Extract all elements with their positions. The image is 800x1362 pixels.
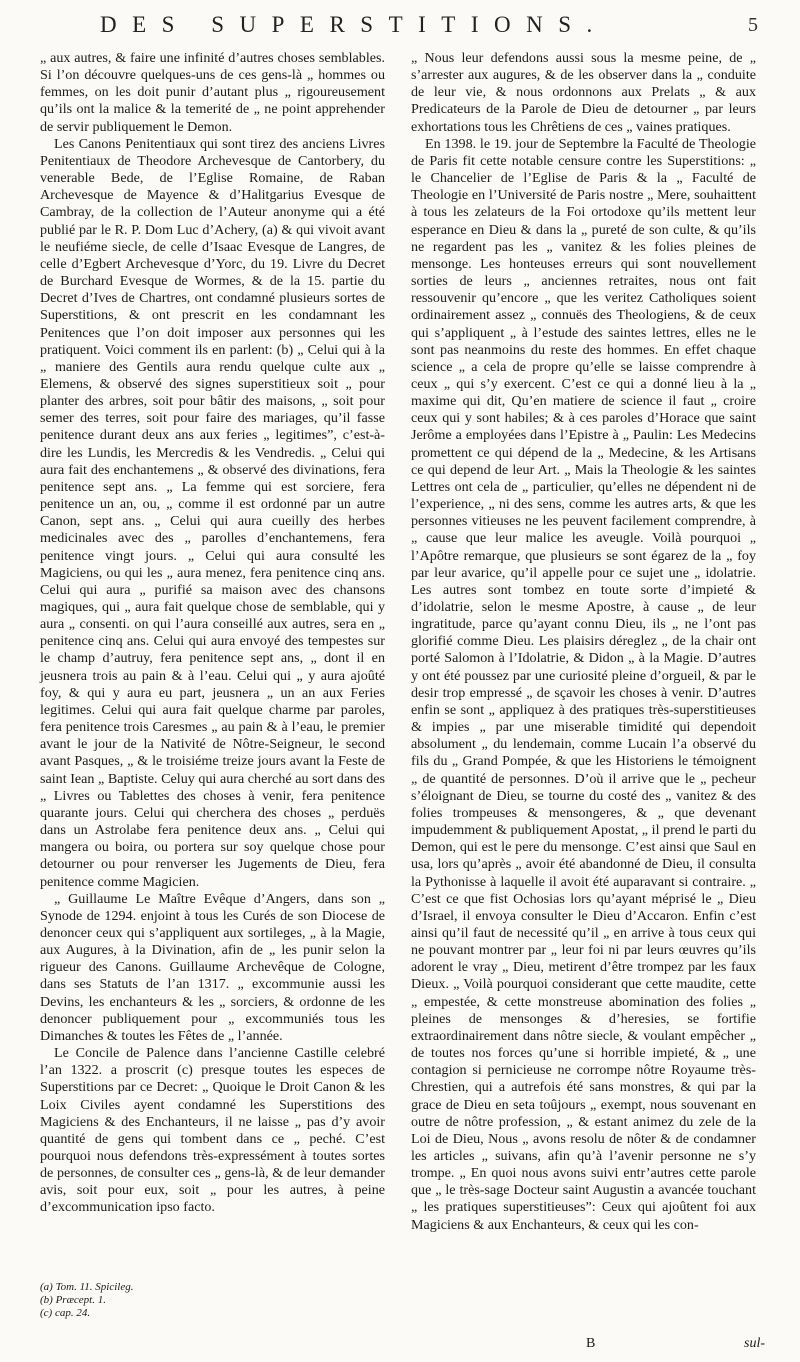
running-title: DES SUPERSTITIONS.	[100, 12, 608, 37]
catchword: sul-	[744, 1336, 765, 1351]
footnote: (c) cap. 24.	[40, 1306, 91, 1319]
footnote: (b) Præcept. 1.	[40, 1293, 106, 1306]
page-number: 5	[748, 14, 758, 36]
paragraph: „ Guillaume Le Maître Evêque d’Angers, dans son „ Synode de 1294. enjoint à tous les Curés de son Diocese de denoncer ceux qui s’appliquent aux sortileges, „ à la Magie, aux Augures, à la Divination, afin de „ les punir selon la rigueur des Canons. Guillaume Archevêque de Cologne, dans ses Statuts de l’an 1317. „ excommunie aussi les Devins, les enchanteurs & les „ sorciers, & ordonne de les denoncer publiquement pour „ excommuniés tous les Dimanches & toutes les Fêtes de „ l’année.	[40, 890, 385, 1044]
footnote: (a) Tom. 11. Spicileg.	[40, 1281, 134, 1293]
paragraph: „ Nous leur defendons aussi sous la mesme peine, de „ s’arrester aux augures, & de les observer dans la „ conduite de leur vie, & nous ordonnons aux Prelats „ & aux Predicateurs de la Parole de Dieu de detourner „ par leurs exhortations tous les Chrêtiens de ces „ vaines pratiques.	[411, 50, 756, 135]
paragraph: Le Concile de Palence dans l’ancienne Castille celebré l’an 1322. a proscrit (c) presque toutes les especes de Superstitions par ce Decret: „ Quoique le Droit Canon & les Loix Civiles ayent condamné les Superstitions des Magiciens & des Enchanteurs, il ne laisse „ pas d’y avoir quantité de gens qui tombent dans ce „ peché. C’est pourquoi nous defendons très-expressément à toutes sortes de personnes, de consulter ces „ gens-là, & de leur demander avis, soit pour eux, soit „ pour les autres, à peine d’excommunication ipso facto.	[40, 1045, 385, 1216]
left-column	[40, 50, 385, 1217]
paragraph: „ aux autres, & faire une infinité d’autres choses semblables. Si l’on découvre quelques-uns de ces gens-là „ hommes ou femmes, on les doit punir d’autant plus „ rigoureusement qu’ils ont la malice & la temerité de „ ne point apprehender de servir publiquement le Demon.	[40, 50, 385, 135]
paragraph: Les Canons Penitentiaux qui sont tirez des anciens Livres Penitentiaux de Theodore Archevesque de Cantorbery, du venerable Bede, de l’Eglise Romaine, de Raban Archevesque de Mayence & d’Halitgarius Evesque de Cambray, de la collection de l’Auteur anonyme qui a été publié par le R. P. Dom Luc d’Achery, (a) & qui vivoit avant le neufiéme siecle, de celle d’Isaac Evesque de Langres, de celle d’Egbert Archevesque d’Yorc, du 19. Livre du Decret de Burchard Evesque de Wormes, & de la 15. partie du Decret d’Ives de Chartres, ont condamné plusieurs sortes de Superstitions, & ont prescrit en les condamnant les Penitences que l’on doit imposer aux personnes qui les pratiquent. Voici comment ils en parlent: (b) „ Celui qui à la „ maniere des Gentils aura rendu quelque culte aux „ Elemens, & observé des signes superstitieux soit „ pour planter des arbres, soit pour bâtir des maisons, „ soit pour semer des terres, soit pour faire des mariages, qu’il fasse penitence durant deux ans aux feries „ legitimes”, c’est-à-dire les Lundis, les Mercredis & les Vendredis. „ Celui qui aura fait des enchantemens „ & observé des divinations, fera penitence sept ans. „ La femme qui est sorciere, fera penitence un an, ou, „ comme il est ordonné par un autre Canon, sept ans. „ Celui qui aura cueilly des herbes medicinales avec des „ parolles d’enchantemens, fera penitence vingt jours. „ Celui qui aura consulté les Magiciens, ou qui les „ aura menez, fera penitence cinq ans. Celui qui aura „ purifié sa maison avec des chansons magiques, qui „ aura fait quelque chose de semblable, qui y aura „ consenti. on qui l’aura conseillé aux autres, sera en „ penitence cinq ans. Celui qui aura envoyé des tempestes sur le champ d’autruy, fera penitence sept ans, „ dont il en jeusnera trois au pain & à l’eau. Celui qui „ y aura ajoûté foy, & qui y aura eu part, jeusnera „ un an aux Feries legitimes. Celui qui aura fait quelque charme par paroles, fera penitence trois Caresmes „ au pain & à l’eau, le premier avant le jour de la Nativité de Nôtre-Seigneur, le second avant Pasques, „ & le troisiéme treize jours avant la Feste de saint Iean „ Baptiste. Celuy qui aura cherché au sort dans des „ Livres ou Tablettes des choses à venir, fera penitence quarante jours. Celui qui cherchera des choses „ perduës dans un Astrolabe fera penitence deux ans. „ Celui qui mangera ou boira, ou portera sur soy quelque chose pour detourner ou pour renverser les Jugements de Dieu, fera penitence comme Magicien.	[40, 135, 385, 890]
paragraph: En 1398. le 19. jour de Septembre la Faculté de Theologie de Paris fit cette notable censure contre les Superstitions: „ le Chancelier de l’Eglise de Paris & la „ Faculté de Theologie en l’Université de Paris nostre „ Mere, souhaittent à tous les zelateurs de la Foi ortodoxe qu’ils mettent leur esperance en Dieu & dans la „ pureté de son culte, & qu’ils ne regardent pas les „ vanitez & les folies pleines de mensonge. Les honteuses erreurs qui sont nouvellement sorties de leurs „ anciennes retraites, nous ont fait ressouvenir qu’encore „ que les veritez Catholiques soient ordinairement assez „ connuës des Theologiens, & de ceux qui s’appliquent „ à l’estude des saintes lettres, elles ne le sont pas neanmoins du reste des hommes. En effet chaque science „ a cela de propre qu’elle se laisse comprendre à ceux „ qui s’y exercent. C’est ce qui a donné lieu à la „ maxime qui dit, Qu’en matiere de science il faut „ croire ceux qui y sont habiles; & à ces paroles d’Horace que saint Jerôme a employées dans l’Epistre à „ Paulin: Les Medecins promettent ce qui dépend de la „ Medecine, & les Artisans ce qui depend de leur Art. „ Mais la Theologie & les saintes Lettres ont cela de „ particulier, qu’elles ne dépendent ni de l’experience, „ ni des sens, comme les autres arts, & que les personnes vitieuses ne les peuvent facilement comprendre, à „ cause que leur malice les aveugle. Voilà pourquoi „ l’Apôtre remarque, que plusieurs se sont égarez de la „ foy par leur avarice, qu’il appelle pour ce sujet une „ idolatrie. Les autres sont tombez en toute sorte d’impieté & d’idolatrie, selon le mesme Apostre, à cause „ de leur ingratitude, parce qu’ayant connu Dieu, ils „ ne l’ont pas glorifié comme Dieu. Les plaisirs déreglez „ de la chair ont porté Salomon à l’Idolatrie, & Didon „ à la Magie. D’autres y ont été poussez par une curiosité pleine d’orgueil, & par le desir trop empressé „ de sçavoir les choses à venir. D’autres enfin se sont „ appliquez à des pratiques très-superstitieuses & impies „ par une miserable timidité qui dependoit absolument „ du lendemain, comme Lucain l’a observé du fils du „ Grand Pompée, & que les Historiens le témoignent „ de quantité de personnes. D’où il arrive que le „ pecheur s’éloignant de Dieu, se tourne du costé des „ vanitez & des folies trompeuses & mensongeres, & „ que devenant impudemment & publiquement Apostat, „ il prend le parti du Demon, qui est le pere du mensonge. C’est ainsi que Saul en usa, lors qu’après „ avoir été abandonné de Dieu, il consulta la Pythonisse à laquelle il avoit été auparavant si contraire. „ C’est ce que fist Ochosias lors qu’ayant méprisé le „ Dieu d’Israel, il envoya consulter le Dieu d’Accaron. Enfin c’est ainsi qu’il faut de necessité qu’il „ en arrive à tous ceux qui ne pouvant montrer par „ leur foi ni par leurs œuvres qu’ils adorent le vray „ Dieu, metirent d’être trompez par les faux Dieux. „ Voilà pourquoi considerant que cette maudite, cette „ empestée, & cette monstreuse abomination des folies „ pleines de mensonges & d’heresies, se fortifie extraordinairement dans nôtre siecle, & voulant empêcher „ de toutes nos forces qu’une si horrible impieté, & „ une contagion si pernicieuse ne corrompe nôtre Royaume très-Chrestien, qui a autrefois été sans monstres, & qui par la grace de Dieu en seta toûjours „ exempt, nous souvenant en outre de nôtre profession, „ & estant animez du zele de la Loi de Dieu, Nous „ avons resolu de nôter & de condamner les articles „ suivans, afin qu’à l’avenir personne ne s’y trompe. „ En quoi nous avons suivi entr’autres cette parole que „ le très-sage Docteur saint Augustin a avancée touchant „ les pratiques superstitieuses”: Ceux qui ajoûtent foi aux Magiciens & aux Enchanteurs, & ceux qui les con-	[411, 135, 756, 1233]
signature-mark: B	[586, 1336, 596, 1351]
footnotes	[40, 1281, 220, 1319]
right-column	[411, 50, 756, 1234]
